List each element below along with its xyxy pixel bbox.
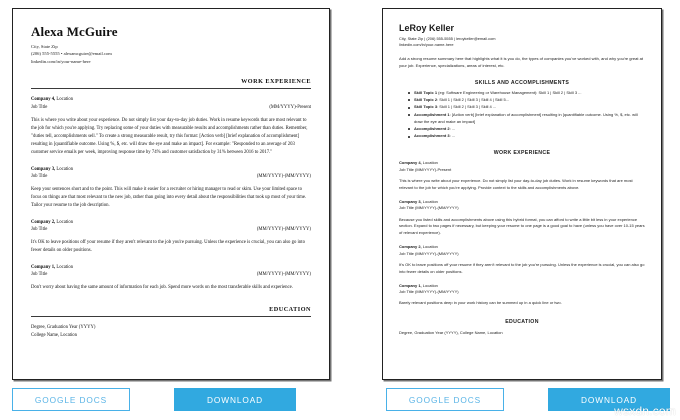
job-location: Location <box>55 166 74 172</box>
experience-entry <box>31 96 311 157</box>
job-company: Company 1, <box>31 264 56 270</box>
contact-line: City, State Zip <box>31 43 58 49</box>
section-divider <box>31 316 311 317</box>
resume-contact-block <box>399 36 645 49</box>
google-docs-button[interactable]: GOOGLE DOCS <box>12 388 130 411</box>
education-entry <box>31 324 311 339</box>
contact-line: linkedin.com/in/your-name-here <box>31 58 91 64</box>
list-item <box>408 126 645 133</box>
resume-contact-block <box>31 43 311 65</box>
job-description: It's OK to leave positions off your resume if they aren't relevant to the job you're pursuing. Unless the experience is crucial, you can also go into fewer details on older positions. <box>31 240 305 254</box>
education-entry: Degree, Graduation Year (YYYY), College Name, Location <box>399 330 503 336</box>
section-heading-education: EDUCATION <box>505 319 539 326</box>
download-button[interactable]: DOWNLOAD <box>548 388 670 411</box>
resume-card-right <box>340 0 680 420</box>
job-description: This is where you write about your experience. Do not simply list your day-to-day job duties. Work in resume keywords that are most relevant to the job for which you're applying. Provide context to the skills and accomplishments above. <box>399 177 633 190</box>
job-company-line <box>31 219 73 226</box>
job-company: Company 4, <box>31 97 56 103</box>
job-company: Company 4, <box>399 160 422 166</box>
resume-preview-traditional[interactable] <box>12 8 330 380</box>
education-school: College Name, Location <box>31 332 77 338</box>
job-title: Job Title <box>31 173 48 179</box>
job-location: Location <box>421 198 438 204</box>
job-company-line <box>31 264 73 271</box>
experience-entry <box>399 244 645 276</box>
job-location: Location <box>55 264 74 270</box>
skill-label: Accomplishment 2 <box>414 125 450 131</box>
job-dates: (MM/YYYY)-Present <box>269 104 311 110</box>
section-heading-work-experience: WORK EXPERIENCE <box>241 78 311 86</box>
skill-label: Skill Topic 1 <box>414 89 438 95</box>
skill-text: : ... <box>449 133 456 139</box>
job-dates: (MM/YYYY)-(MM/YYYY) <box>256 173 311 179</box>
job-title: Job Title <box>31 226 48 232</box>
job-title: Job Title (MM/YYYY)-Present <box>399 166 452 172</box>
job-company: Company 3, <box>399 198 422 204</box>
job-dates: (MM/YYYY)-(MM/YYYY) <box>256 226 311 232</box>
contact-line: City, State Zip | (206) 555-5555 | leroykeller@email.com <box>399 35 496 41</box>
experience-entry <box>399 199 645 237</box>
resume-name: Alexa McGuire <box>31 24 118 39</box>
job-description: Because you listed skills and accomplishments above using this hybrid format, you can afford to write a little bit less in your experience section. Expand to two pages if necessary, but keeping your resume to one page is a good goal to have (unless you have over 10-15 years of relevant experience). <box>399 216 645 236</box>
job-title: Job Title <box>31 104 48 110</box>
job-company: Company 1, <box>399 282 422 288</box>
job-location: Location <box>421 244 438 250</box>
site-watermark: wsxdn.com <box>614 404 676 418</box>
section-heading-work-experience: WORK EXPERIENCE <box>493 150 551 157</box>
contact-line: (206) 555-5555 • alexamcguire@email.com <box>31 51 112 57</box>
job-description: Don't worry about having the same amount of information for each job. Spend more words on the most transferable skills and experience. <box>31 285 293 291</box>
education-degree: Degree, Graduation Year (YYYY) <box>31 325 96 331</box>
section-heading-education: EDUCATION <box>269 306 311 314</box>
skills-list <box>399 90 645 141</box>
skill-text: : ... <box>449 125 456 131</box>
job-title: Job Title <box>31 271 48 277</box>
job-location: Location <box>421 160 438 166</box>
job-company: Company 3, <box>31 166 56 172</box>
skill-label: Accomplishment 3 <box>414 133 450 139</box>
job-company-line <box>31 96 73 103</box>
job-location: Location <box>421 282 438 288</box>
section-divider <box>31 88 311 89</box>
resume-preview-hybrid[interactable] <box>382 8 662 380</box>
action-row-left <box>0 380 340 420</box>
job-description: Keep your sentences short and to the point. This will make it easier for a recruiter or hiring manager to read or skim. Use your limited space to focus on things are that most relevant to the new job, rather than going into every detail about the responsibilities that took up most of your time. Tailor your resume to the job description. <box>31 187 307 209</box>
skill-label: Accomplishment 1 <box>414 111 450 117</box>
experience-entry <box>31 219 311 256</box>
list-item <box>408 133 645 140</box>
resume-name: LeRoy Keller <box>399 23 455 33</box>
contact-line: linkedin.com/in/your-name-here <box>399 42 454 48</box>
google-docs-button[interactable]: GOOGLE DOCS <box>386 388 504 411</box>
experience-entry <box>31 166 311 211</box>
job-location: Location <box>55 219 74 225</box>
job-company: Company 2, <box>31 219 56 225</box>
skill-text: : Skill 1 | Skill 2 | Skill 3 | Skill 4 ... <box>437 104 497 110</box>
experience-entry <box>31 264 311 293</box>
skill-label: Skill Topic 2 <box>414 96 438 102</box>
section-heading-skills: SKILLS AND ACCOMPLISHMENTS <box>474 79 570 86</box>
download-button[interactable]: DOWNLOAD <box>174 388 296 411</box>
skill-label: Skill Topic 3 <box>414 104 438 110</box>
job-description: Barely relevant positions deep in your work history can be summed up in a quick line or two. <box>399 300 562 306</box>
job-title: Job Title (MM/YYYY)-(MM/YYYY) <box>399 250 459 256</box>
job-description: It's OK to leave positions off your resume if they aren't relevant to the job you're pursuing. Unless the experience is crucial, you can also go into fewer details on older positions. <box>399 261 645 274</box>
skill-text: : Skill 1 | Skill 2 | Skill 3 | Skill 4 | Skill 5... <box>437 96 509 102</box>
job-description: This is where you write about your experience. Do not simply list your day-to-day job duties. Work in resume keywords that are most relevant to the job for which you're applying. Try replacing some of your duties with measurable results and accomplishments rather than duties. Remember, "duties tell, accomplishments sell." To create a strong measurable result, try this format: [Action verb] [brief explanation of accomplishment] resulting in [quantifiable outcome. Using %, $, etc. will draw the eye and make an impact]. For example: "Responded to an average of 203 customer service emails per week, improving response time by 74% and customer satisfaction by 31% between 2016 to 2017." <box>31 117 308 156</box>
job-location: Location <box>55 97 74 103</box>
job-title: Job Title (MM/YYYY)-(MM/YYYY) <box>399 205 459 211</box>
skill-text: : [Action verb] [brief explanation of accomplishment] resulting in [quantifiable outcome. Using %, $, etc. will draw the eye and make an impact] <box>414 111 638 124</box>
experience-entry <box>399 160 645 192</box>
list-item <box>408 97 645 104</box>
list-item <box>408 112 645 126</box>
experience-entry <box>399 283 645 308</box>
job-dates: (MM/YYYY)-(MM/YYYY) <box>256 271 311 277</box>
skill-text: (eg: Software Engineering or Warehouse Management): Skill 1 | Skill 2 | Skill 3 ... <box>437 89 582 95</box>
list-item <box>408 104 645 111</box>
resume-summary: Add a strong resume summary here that highlights what it is you do, the types of companies you've worked with, and why you're great at your job. Experience, specializations, areas of interest, etc. <box>399 55 644 68</box>
list-item <box>408 90 645 97</box>
action-row-right <box>340 380 680 420</box>
job-company-line <box>31 166 73 173</box>
job-title: Job Title (MM/YYYY)-(MM/YYYY) <box>399 289 459 295</box>
job-company: Company 2, <box>399 244 422 250</box>
